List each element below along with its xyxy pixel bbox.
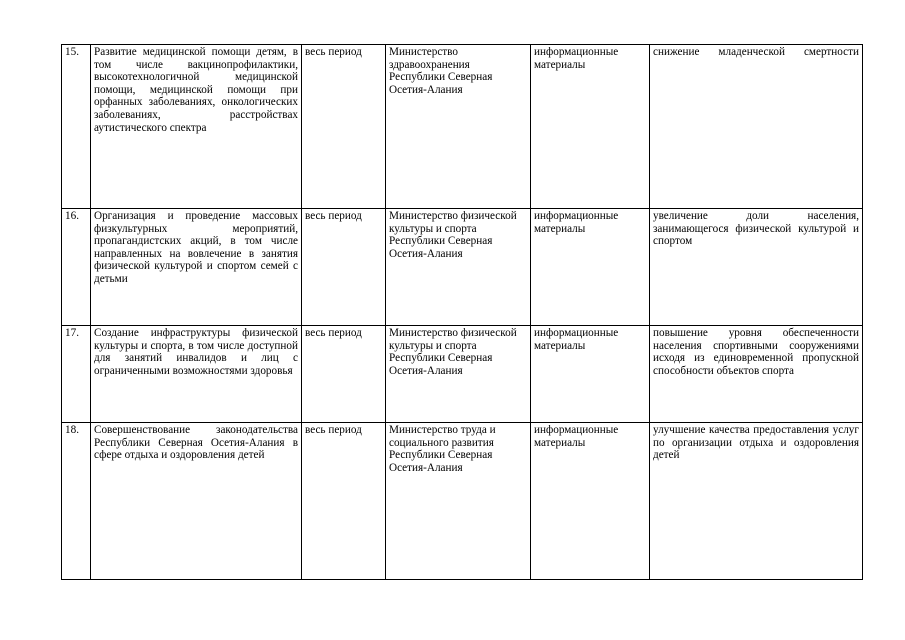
executor-cell: Министерство труда и социального развития Республики Северная Осетия-Алания	[386, 423, 531, 580]
table-row	[62, 326, 863, 423]
measure-cell: Совершенствование законодательства Республики Северная Осетия-Алания в сфере отдыха и оздоровления детей	[91, 423, 302, 580]
period-cell: весь период	[302, 423, 386, 580]
result-cell: снижение младенческой смертности	[650, 45, 863, 209]
form-cell: информационные материалы	[531, 209, 650, 326]
table-row	[62, 45, 863, 209]
period-cell: весь период	[302, 45, 386, 209]
table-row	[62, 209, 863, 326]
measure-cell: Развитие медицинской помощи детям, в том числе вакцинопрофилактики, высокотехнологичной медицинской помощи, медицинской помощи при орфанных заболеваниях, онкологических заболеваниях, расстройствах аутистического спектра	[91, 45, 302, 209]
period-cell: весь период	[302, 209, 386, 326]
measure-cell: Организация и проведение массовых физкультурных мероприятий, пропагандистских акций, в том числе направленных на вовлечение в занятия физической культурой и спортом семей с детьми	[91, 209, 302, 326]
table-row	[62, 423, 863, 580]
executor-cell: Министерство физической культуры и спорта Республики Северная Осетия-Алания	[386, 326, 531, 423]
form-cell: информационные материалы	[531, 326, 650, 423]
form-cell: информационные материалы	[531, 45, 650, 209]
row-number: 17.	[62, 326, 91, 423]
measure-cell: Создание инфраструктуры физической культуры и спорта, в том числе доступной для занятий инвалидов и лиц с ограниченными возможностями здоровья	[91, 326, 302, 423]
result-cell: улучшение качества предоставления услуг по организации отдыха и оздоровления детей	[650, 423, 863, 580]
row-number: 16.	[62, 209, 91, 326]
row-number: 15.	[62, 45, 91, 209]
result-cell: повышение уровня обеспеченности населения спортивными сооружениями исходя из единовременной пропускной способности объектов спорта	[650, 326, 863, 423]
measures-table	[61, 44, 863, 580]
period-cell: весь период	[302, 326, 386, 423]
result-cell: увеличение доли населения, занимающегося физической культурой и спортом	[650, 209, 863, 326]
executor-cell: Министерство здравоохранения Республики Северная Осетия-Алания	[386, 45, 531, 209]
row-number: 18.	[62, 423, 91, 580]
executor-cell: Министерство физической культуры и спорта Республики Северная Осетия-Алания	[386, 209, 531, 326]
form-cell: информационные материалы	[531, 423, 650, 580]
